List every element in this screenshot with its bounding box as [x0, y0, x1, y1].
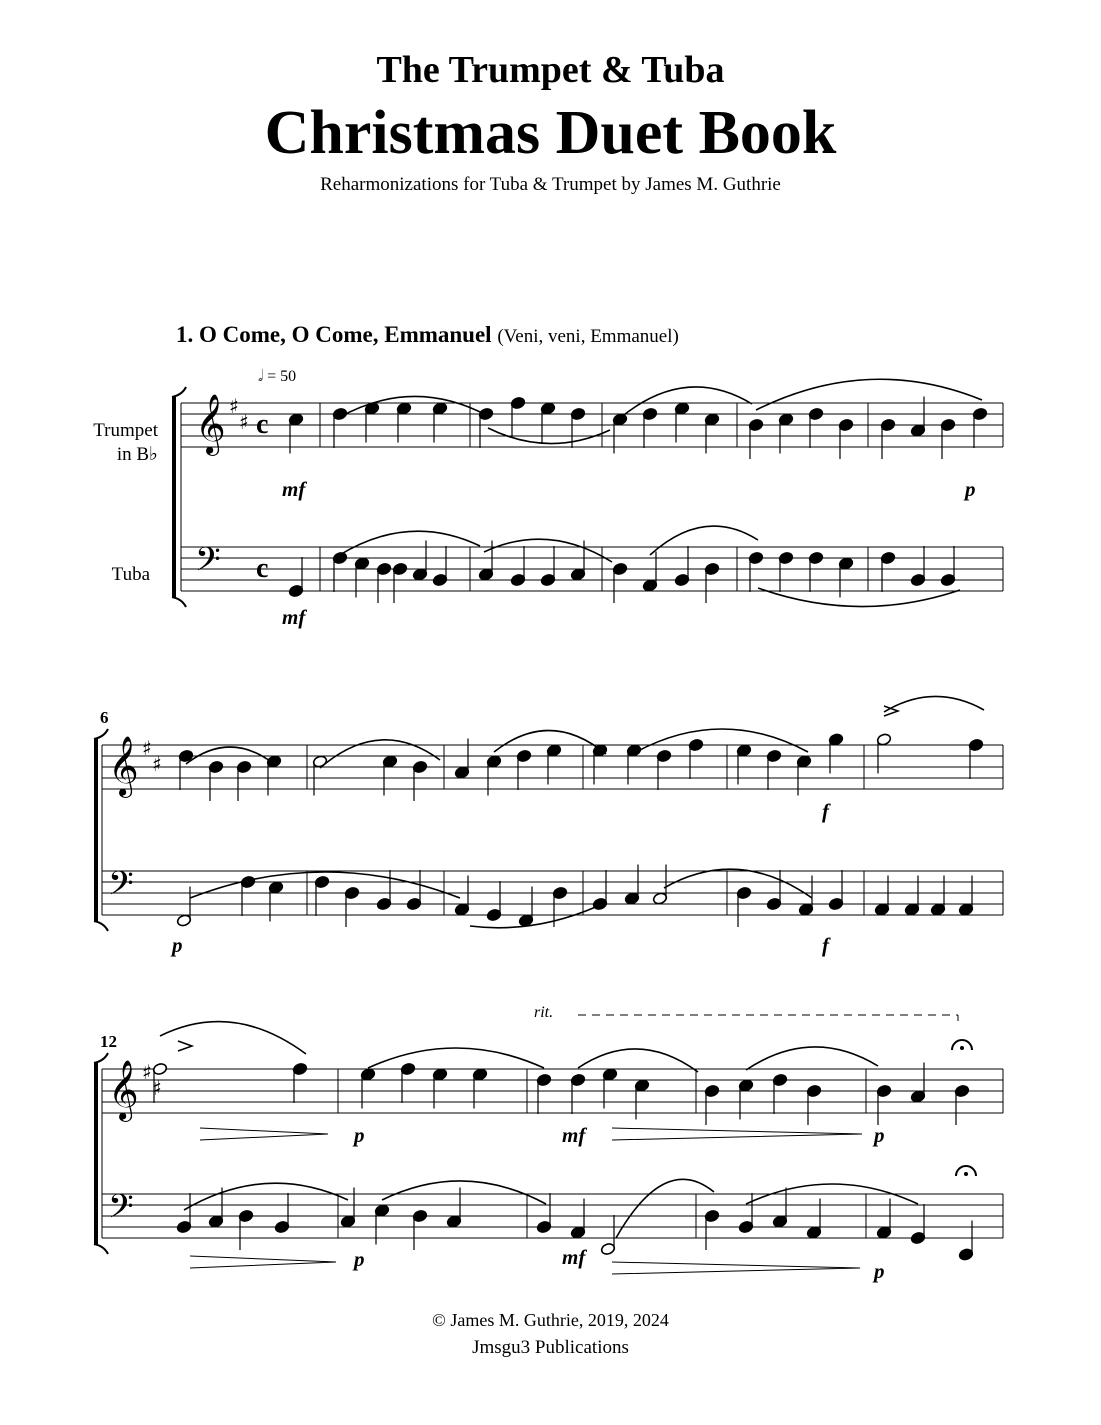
system-bracket [94, 739, 98, 921]
slur [184, 1183, 348, 1210]
slur [368, 1048, 544, 1068]
ritardando-marking: rit. [534, 1004, 554, 1021]
dynamic-p: p [354, 1247, 365, 1271]
diminuendo-hairpin [612, 1128, 862, 1140]
fermata-dot [964, 1172, 968, 1176]
time-signature: c [256, 553, 269, 584]
slur [756, 379, 982, 410]
bracket-hook [94, 1053, 108, 1063]
sharp-icon: ♯ [142, 736, 152, 760]
bracket-hook [94, 921, 108, 931]
system-bracket [172, 397, 176, 597]
bass-clef-icon: 𝄢 [195, 541, 221, 587]
score-systems [94, 387, 1003, 1254]
tuba-label: Tuba [111, 564, 150, 585]
accent-icon [178, 1041, 192, 1051]
bass-clef-icon: 𝄢 [108, 865, 134, 911]
diminuendo-hairpin [200, 1128, 328, 1140]
measure-number-12: 12 [100, 1032, 117, 1051]
dynamic-mf: mf [562, 1245, 586, 1269]
sharp-icon: ♯ [229, 394, 239, 418]
system-bracket [94, 1063, 98, 1244]
bracket-hook [94, 729, 108, 739]
book-title-line1: The Trumpet & Tuba [376, 49, 725, 91]
treble-clef-icon: 𝄞 [108, 736, 139, 796]
dynamic-p: p [354, 1123, 365, 1147]
dynamic-mf: mf [282, 477, 306, 501]
slur [620, 387, 752, 418]
dynamic-f: f [822, 799, 829, 823]
trumpet-label-line1: Trumpet [93, 420, 158, 441]
tempo-value: = 50 [267, 368, 297, 385]
publisher-name: Jmsgu3 Publications [472, 1337, 629, 1358]
measure-number-6: 6 [100, 708, 109, 727]
half-note-icon: 𝅗𝅥 [258, 368, 264, 385]
slur [650, 526, 758, 555]
dynamic-f: f [822, 933, 829, 957]
book-title-line2: Christmas Duet Book [264, 99, 837, 167]
fermata-dot [960, 1046, 964, 1050]
treble-clef-icon: 𝄞 [108, 1060, 139, 1120]
score-dynamics [170, 477, 976, 1283]
treble-clef-icon: 𝄞 [195, 394, 226, 454]
dynamic-mf: mf [562, 1123, 586, 1147]
slur [636, 729, 808, 752]
time-signature: c [256, 409, 269, 440]
sharp-icon: ♯ [152, 1076, 162, 1100]
dynamic-mf: mf [282, 605, 306, 629]
piece-alt-title: (Veni, veni, Emmanuel) [497, 326, 679, 347]
slur [616, 1179, 714, 1238]
piece-main-title: 1. O Come, O Come, Emmanuel [176, 322, 492, 347]
book-subtitle: Reharmonizations for Tuba & Trumpet by James M. Guthrie [320, 174, 781, 195]
bass-clef-icon: 𝄢 [108, 1188, 134, 1234]
bracket-hook [172, 597, 186, 607]
bracket-hook [94, 1244, 108, 1254]
slur [382, 1181, 546, 1204]
trumpet-label-line2: in B♭ [116, 444, 158, 465]
diminuendo-hairpin [612, 1262, 860, 1274]
dynamic-p: p [874, 1259, 885, 1283]
dynamic-p: p [172, 933, 183, 957]
copyright-notice: © James M. Guthrie, 2019, 2024 [432, 1310, 669, 1330]
slur [338, 396, 488, 418]
dynamic-p: p [874, 1123, 885, 1147]
sharp-icon: ♯ [142, 1060, 152, 1084]
dynamic-p: p [965, 477, 976, 501]
slur [746, 1047, 878, 1070]
slur [484, 539, 612, 562]
slur [338, 531, 480, 556]
diminuendo-hairpin [190, 1256, 336, 1268]
sharp-icon: ♯ [239, 410, 249, 434]
slur [884, 696, 984, 712]
bracket-hook [172, 387, 186, 397]
sharp-icon: ♯ [152, 752, 162, 776]
